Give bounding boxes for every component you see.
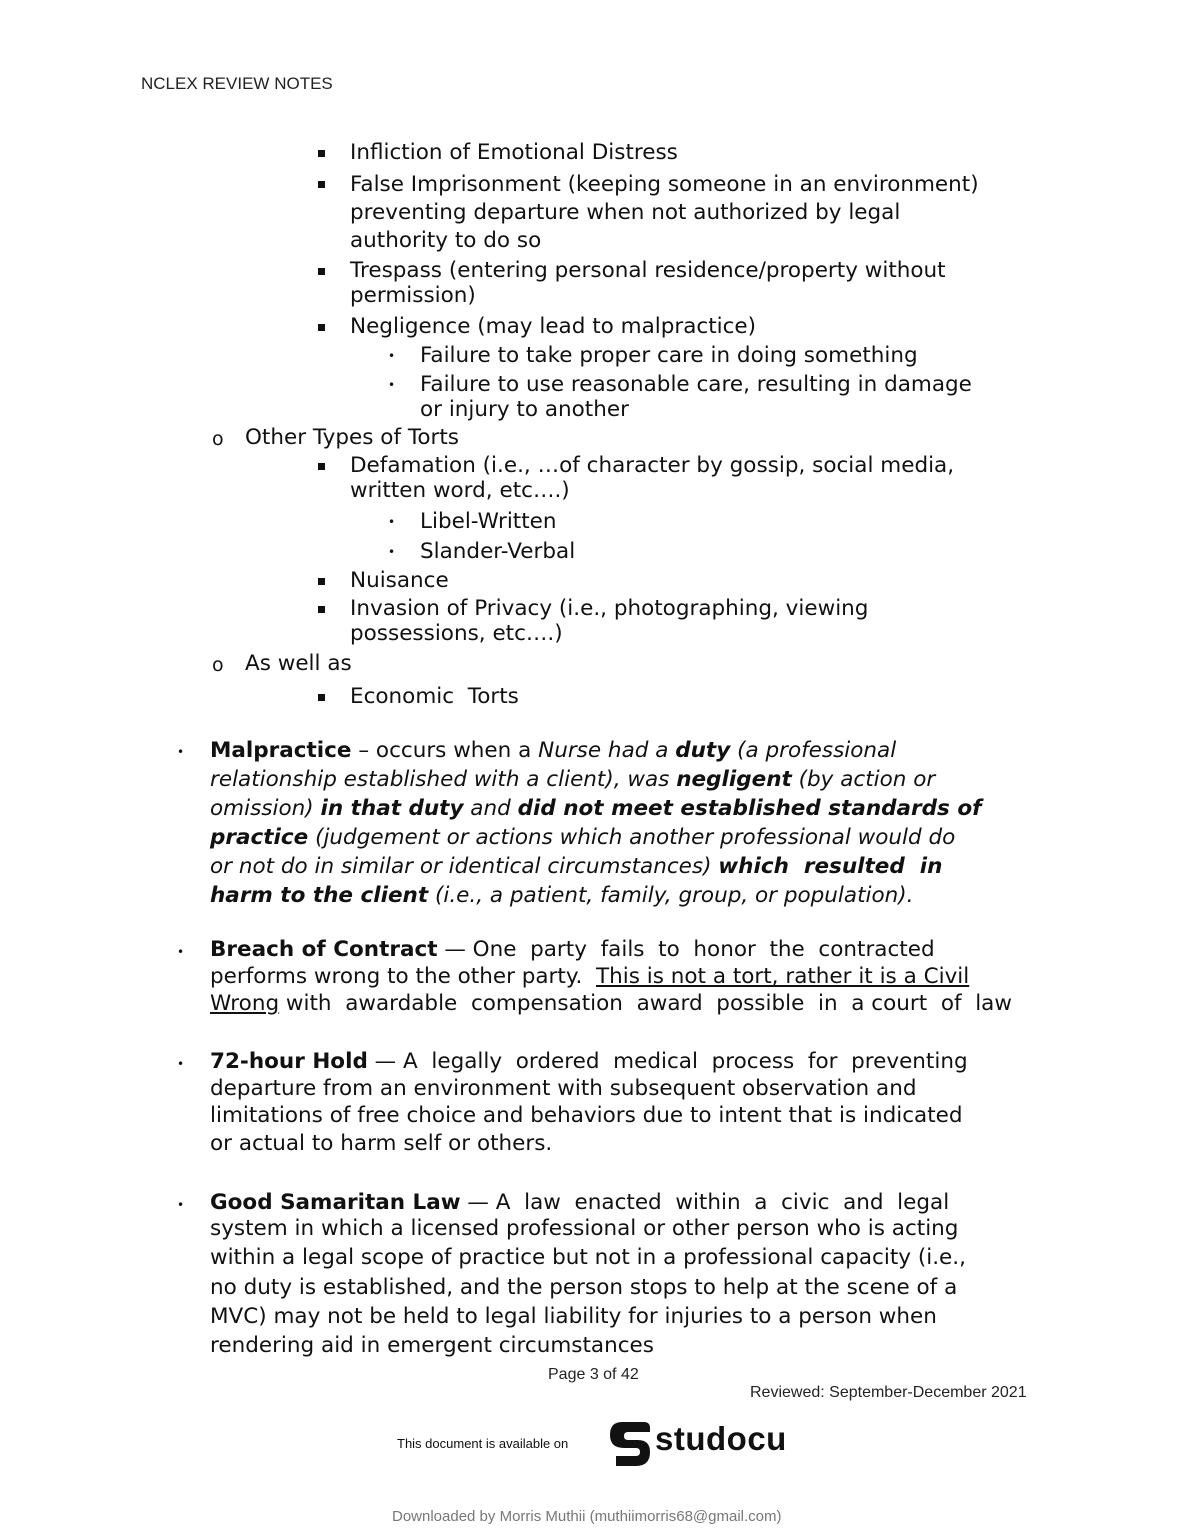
subheading-other-types: Other Types of Torts xyxy=(245,425,459,450)
circle-bullet-icon: o xyxy=(212,428,224,450)
list-item: Economic Torts xyxy=(350,684,519,709)
samaritan-paragraph: Good Samaritan Law — A law enacted within a civic and legal system in which a licensed professional or other person who is acting within a legal scope of practice but not in a professional capacity (i.e., no duty is established, and the person stops to help at the scene of a MVC) may not be held to legal liability for injuries to a person when rendering aid in emergent circumstances xyxy=(210,1190,966,1358)
hold-paragraph: 72-hour Hold — A legally ordered medical process for preventing departure from an environment with subsequent observation and limitations of free choice and behaviors due to intent that is indicated or actual to harm self or others. xyxy=(210,1049,968,1156)
studocu-logo-icon[interactable] xyxy=(608,1420,652,1468)
availability-text: This document is available on xyxy=(397,1436,569,1451)
studocu-brand[interactable]: studocu xyxy=(655,1420,787,1457)
small-bullet-icon: • xyxy=(177,745,185,759)
square-bullet-icon xyxy=(318,150,325,157)
small-bullet-icon: • xyxy=(388,349,396,363)
malpractice-paragraph: Malpractice – occurs when a Nurse had a duty (a professional relationship established with a client), was negligent (by action or omission) in that duty and did not meet established standards of practice (judgement or actions which another professional would do or not do in similar or identical circumstances) which resulted in harm to the client (i.e., a patient, family, group, or population). xyxy=(210,738,982,908)
list-item: Negligence (may lead to malpractice) xyxy=(350,314,757,339)
list-item: Nuisance xyxy=(350,568,449,593)
square-bullet-icon xyxy=(318,181,325,188)
square-bullet-icon xyxy=(318,268,325,275)
list-item: Libel-Written xyxy=(420,509,557,534)
document-header: NCLEX REVIEW NOTES xyxy=(141,74,333,93)
subheading-as-well-as: As well as xyxy=(245,651,352,676)
square-bullet-icon xyxy=(318,324,325,331)
list-item: Trespass (entering personal residence/property without permission) xyxy=(350,258,946,308)
breach-paragraph: Breach of Contract — One party fails to honor the contracted performs wrong to the other party. This is not a tort, rather it is a Civil Wrong with awardable compensation award possible in a court of law xyxy=(210,937,1012,1016)
small-bullet-icon: • xyxy=(177,1198,185,1212)
square-bullet-icon xyxy=(318,578,325,585)
small-bullet-icon: • xyxy=(388,515,396,529)
list-item: Invasion of Privacy (i.e., photographing, viewing possessions, etc….) xyxy=(350,596,869,646)
list-item: Failure to use reasonable care, resulting in damage or injury to another xyxy=(420,372,972,422)
square-bullet-icon xyxy=(318,606,325,613)
page-number: Page 3 of 42 xyxy=(548,1366,639,1383)
circle-bullet-icon: o xyxy=(212,654,224,676)
download-notice: Downloaded by Morris Muthii (muthiimorris68@gmail.com) xyxy=(392,1508,782,1525)
small-bullet-icon: • xyxy=(388,378,396,392)
small-bullet-icon: • xyxy=(388,545,396,559)
list-item: Infliction of Emotional Distress xyxy=(350,140,678,165)
list-item: Failure to take proper care in doing something xyxy=(420,343,918,368)
small-bullet-icon: • xyxy=(177,945,185,959)
list-item: Defamation (i.e., …of character by gossip, social media, written word, etc….) xyxy=(350,453,955,503)
square-bullet-icon xyxy=(318,463,325,470)
small-bullet-icon: • xyxy=(177,1057,185,1071)
list-item: Slander-Verbal xyxy=(420,539,576,564)
list-item: False Imprisonment (keeping someone in an environment) preventing departure when not authorized by legal authority to do so xyxy=(350,172,979,253)
reviewed-date: Reviewed: September-December 2021 xyxy=(750,1384,1027,1401)
square-bullet-icon xyxy=(318,694,325,701)
